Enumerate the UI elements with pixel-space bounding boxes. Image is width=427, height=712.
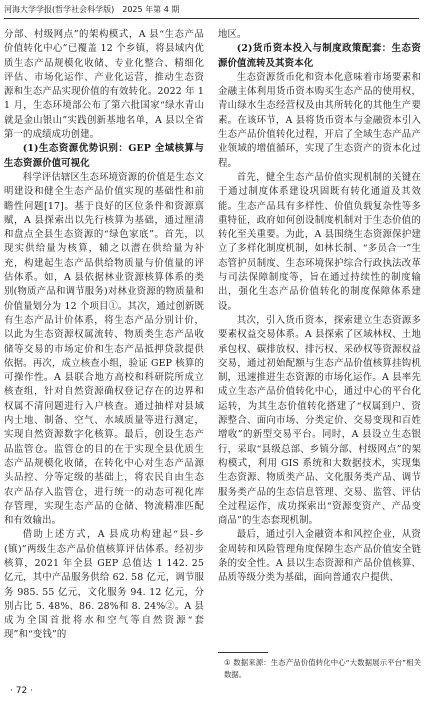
body-paragraph: 首先，健全生态产品价值实现机制的关键在于通过制度体系建设巩固既有转化通道及其效能。生态产品具有多样性、价值负载复杂性等多重特征，政府如何创设制度机制对于生态价值的转化至关重要。为此，A 县围绕生态资源保护建立了多样化制度机制，如林长制、“多员合一”生态管护员制度、生态环境保护综合行政执法改革与司法保障制度等，旨在通过持续性的制度输出，强化生态产品价值转化的制度保障体系建设。 xyxy=(218,171,421,312)
section-subheading: (1)生态资源优势识别：GEP 全域核算与生态资源价值可视化 xyxy=(4,143,204,169)
footnote: ① 数据来源：生态产品价值转化中心“大数据展示平台”相关数据。 xyxy=(224,658,421,679)
body-paragraph: 科学评估辖区生态环境资源的价值是生态文明建设和健全生态产品价值实现的基础性和前瞻性问题[17]。基于良好的区位条件和资源禀赋，A 县探索出以先行核算为基础，通过厘清和盘点全县生态资源的“绿色家底”。首先，以现实供给量为核算，辅之以潜在供给量为补充，构建起生态产品供给物质量与价值量的评估体系。如，A 县依据林业资源核算体系的类别(物质产品和调节服务)对林业资源的物质量和价值量划分为 12 个项目①。其次，通过创新既有生态产品计价体系，将生态产品分别计价，以此为生态资源权属流转、物质类生态产品收储等交易的市场定价和生态产品抵押贷款提供依据。再次，成立核查小组，验证 GEP 核算的可操作性。A 县联合地方高校和科研院所成立核查组，针对自然资源确权登记存在的边界和权属不清问题进行入户核查。通过抽样对县域内土地、制备、空气、水域质量等进行测定，实现自然资源数字化核算。最后，创设生态产品监管仓。监管仓的目的在于实现全县优质生态产品规模化收储，在转化中心对生态产品源头品控、分等定级的基础上，将农民自由生态农产品存入监管仓，进行统一的动态可视化库存管理，实现生态产品的仓储、物流精准匹配和有效输出。 xyxy=(4,171,204,527)
page-number: · 72 · xyxy=(10,686,33,696)
body-paragraph: 最后，通过引入金融资本和风控企业，从资金周转和风险管理角度保障生态产品价值安全链条的安全性。A 县以生态资源和产品价值核算、品质等级分类为基础，面向普通农户提供、 xyxy=(218,529,421,584)
body-paragraph: 分部、村级网点”的架构模式，A 县“生态产品价值转化中心”已覆盖 12 个乡镇，将县域内优质生态产品规模化收储、专业化整合、精细化评估、市场化运作、产业化运营，推动生态资源和生态产品实现价值的有效转化。2022 年 11 月，生态环境部公布了第六批国家“绿水青山就是金山银山”实践创新基地名单，A 县以全省第一的成绩成功创建。 xyxy=(4,29,204,141)
body-paragraph: 其次，引入货币资本，探索建立生态资源多要素权益交易体系。A 县探索了区域林权、土地承包权、碳排放权、排污权、采砂权等资源权益交易，通过初始配额与生态产品价值核算挂钩机制，迅速推进生态资源的市场化运作。A 县率先成立生态产品价值转化中心，通过中心的平台化运转，为其生态价值转化搭建了“权属到户、资源整合、面向市场、分类定价、交易变现和百姓增收”的新型交易平台。同时，A 县设立生态银行，采取“县级总部、乡镇分部、村级网点”的架构模式，利用 GIS 系统和大数据技术，实现集生态资源、物质类产品、文化服务类产品、调节服务类产品的生态信息管理、交易、监管、评估全过程运作，成功探索出“资源变资产、产品变商品”的生态套现机制。 xyxy=(218,314,421,527)
right-column xyxy=(218,28,421,586)
left-column xyxy=(4,28,204,643)
footnote-separator xyxy=(218,652,268,653)
body-paragraph: 借助上述方式，A 县成功构建起“县-乡(镇)”两级生态产品价值核算评估体系。经初步核算，2021 年全县 GEP 总值达 1 142. 25 亿元，其中产品服务供给 62. 58 亿元，调节服务 985. 55 亿元，文化服务 94. 12 亿元，分别占比 5. 48%、86. 28%和 8. 24%②。A 县成为全国首批将水和空气等自然资源“套现”和“变钱”的 xyxy=(4,529,204,641)
running-header xyxy=(4,2,419,19)
body-paragraph: 地区。 xyxy=(218,29,247,40)
section-subheading: (2)货币资本投入与制度政策配套：生态资源价值流转及其资本化 xyxy=(218,43,421,69)
journal-title: 河海大学学报(哲学社会科学版) xyxy=(4,5,115,14)
issue-label: 2025 年第 4 期 xyxy=(122,5,180,14)
body-paragraph: 生态资源货币化和资本化意味着市场要素和金融主体利用货币资本购买生态产品的使用权，青山绿水生态经营权及由其所转化的其他生产要素。在该环节，A 县将货币资本与金融资本引入生态产品价值转化过程，开启了全域生态产品产业领域的增值循环，实现了生态资产的资本化过程。 xyxy=(218,71,421,169)
